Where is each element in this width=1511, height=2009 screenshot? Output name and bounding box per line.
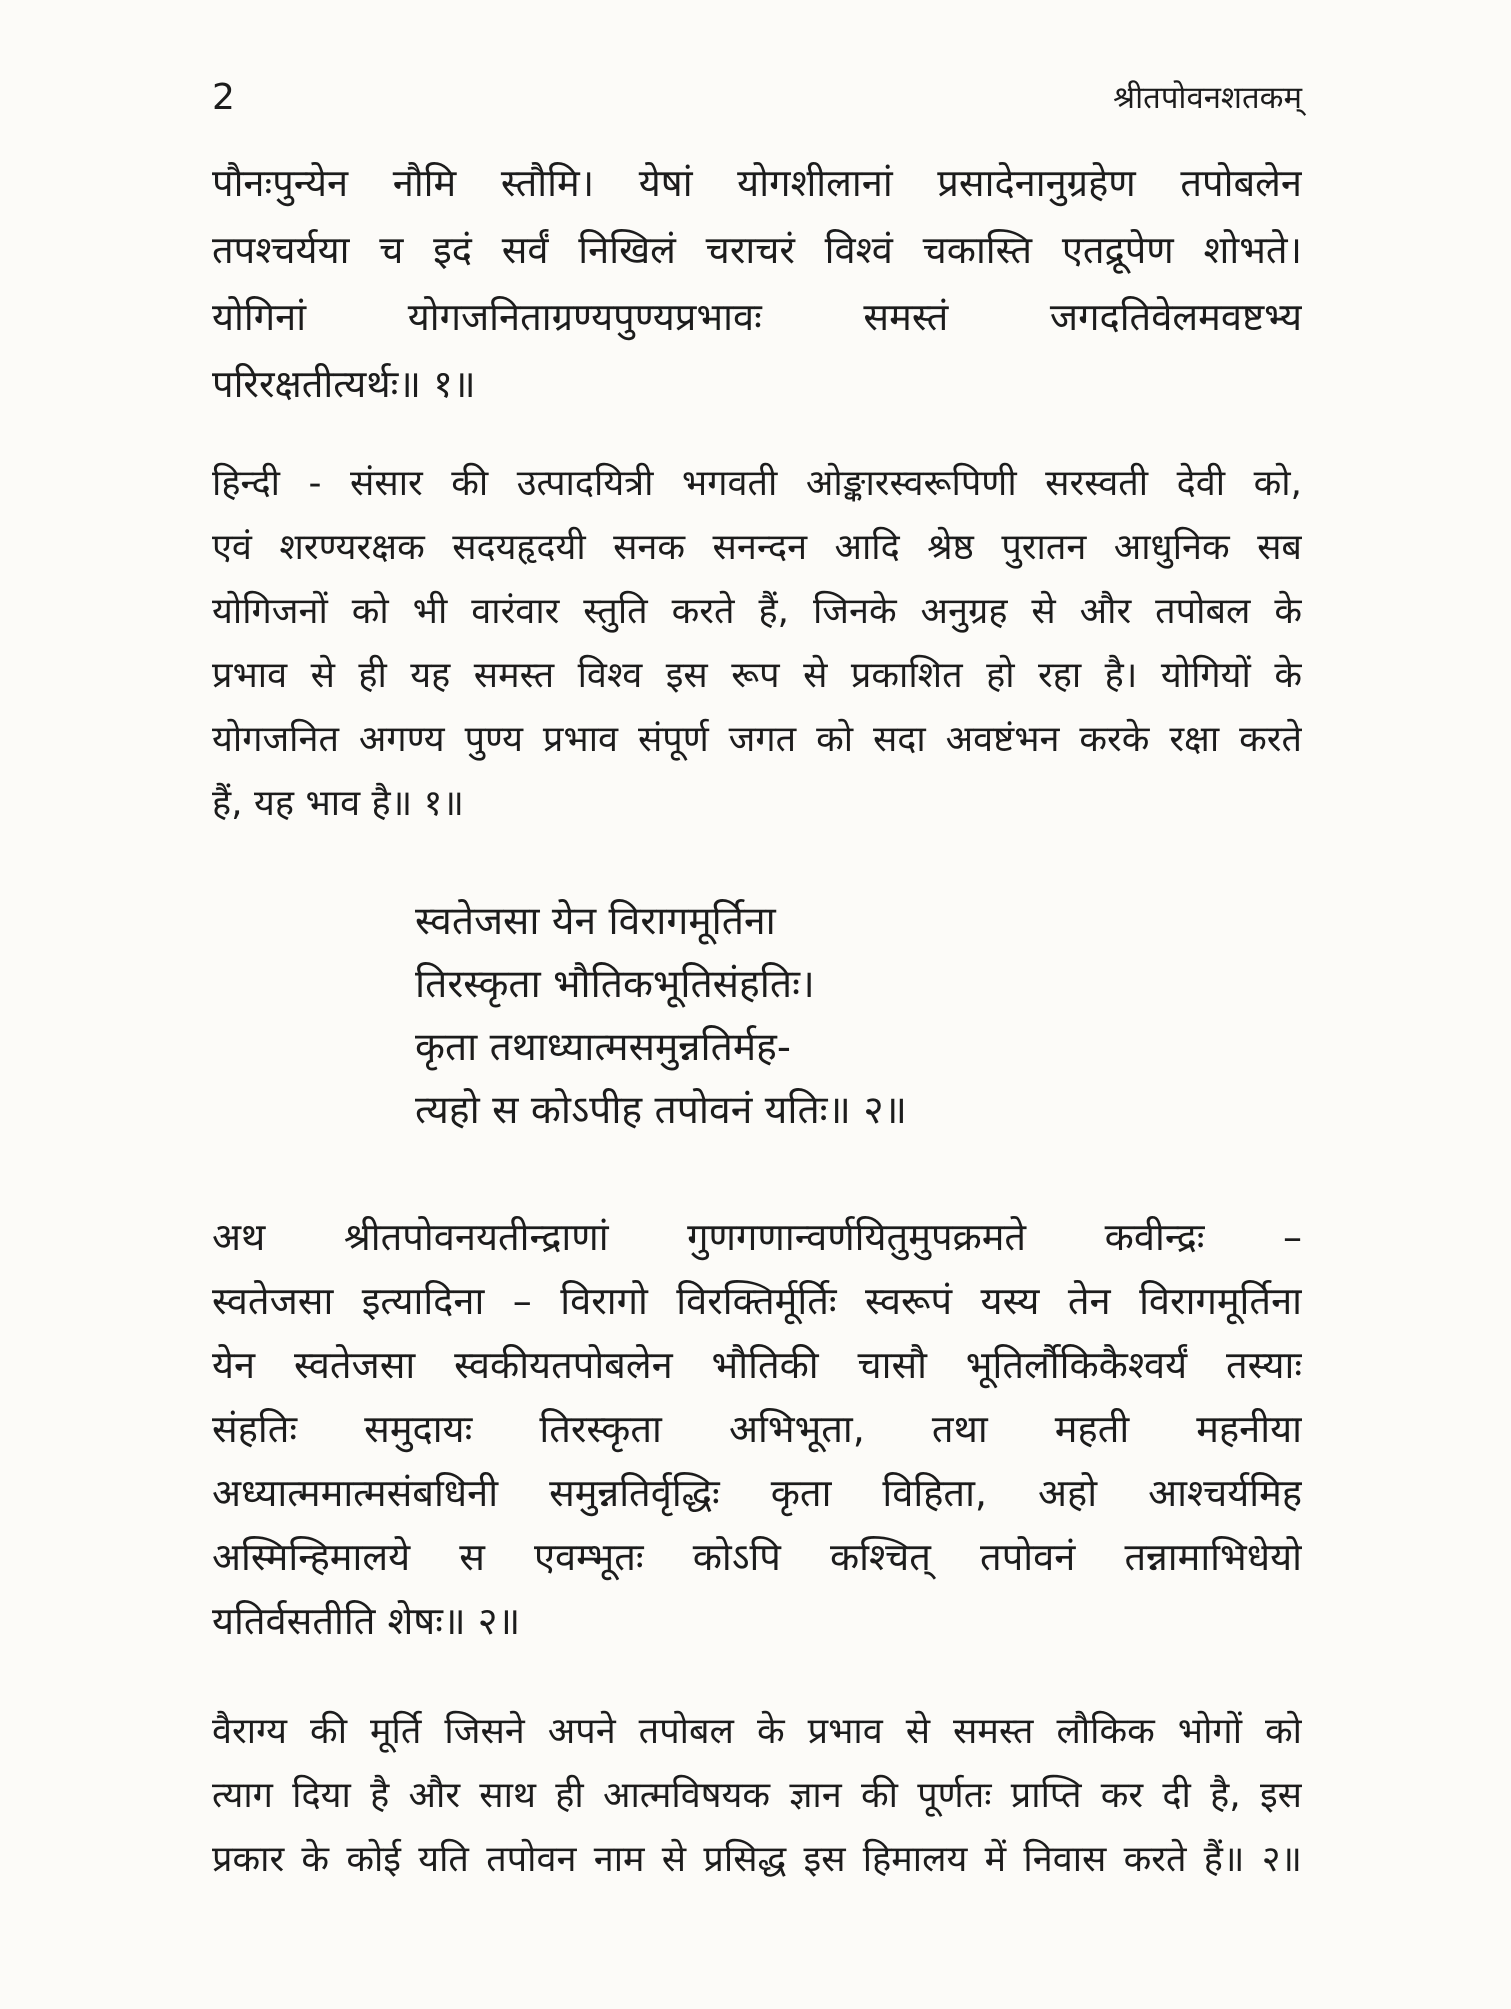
text-line: अस्मिन्हिमालये स एवम्भूतः कोऽपि कश्चित् तपोवनं तन्नामाभिधेयो — [212, 1535, 1302, 1579]
text-line: पौनःपुन्येन नौमि स्तौमि। येषां योगशीलानां प्रसादेनानुग्रहेण तपोबलेन — [212, 161, 1302, 205]
text-line: वैराग्य की मूर्ति जिसने अपने तपोबल के प्रभाव से समस्त लौकिक भोगों को — [212, 1711, 1302, 1752]
page-number: 2 — [212, 77, 235, 118]
text-line: योगिजनों को भी वारंवार स्तुति करते हैं, जिनके अनुग्रह से और तपोबल के — [212, 591, 1302, 632]
hindi-explanation-verse-1 — [212, 452, 1302, 836]
page-header — [212, 68, 1302, 128]
text-line: योगजनित अगण्य पुण्य प्रभाव संपूर्ण जगत को सदा अवष्टंभन करके रक्षा करते — [212, 719, 1302, 760]
running-title: श्रीतपोवनशतकम् — [1113, 80, 1302, 116]
text-line: येन स्वतेजसा स्वकीयतपोबलेन भौतिकी चासौ भूतिर्लौकिकैश्वर्यं तस्याः — [212, 1343, 1302, 1387]
text-line: संहतिः समुदायः तिरस्कृता अभिभूता, तथा महती महनीया — [212, 1407, 1302, 1451]
text-line: अथ श्रीतपोवनयतीन्द्राणां गुणगणान्वर्णयितुमुपक्रमते कवीन्द्रः – — [212, 1215, 1302, 1259]
text-line: अध्यात्ममात्मसंबधिनी समुन्नतिर्वृद्धिः कृता विहिता, अहो आश्चर्यमिह — [212, 1471, 1302, 1515]
verse-line: त्यहो स कोऽपीह तपोवनं यतिः॥ २॥ — [415, 1088, 907, 1133]
text-line: प्रभाव से ही यह समस्त विश्व इस रूप से प्रकाशित हो रहा है। योगियों के — [212, 655, 1302, 696]
verse-line: स्वतेजसा येन विरागमूर्तिना — [415, 899, 776, 944]
text-line: स्वतेजसा इत्यादिना – विरागो विरक्तिर्मूर्तिः स्वरूपं यस्य तेन विरागमूर्तिना — [212, 1279, 1302, 1323]
text-line: त्याग दिया है और साथ ही आत्मविषयक ज्ञान की पूर्णतः प्राप्ति कर दी है, इस — [212, 1775, 1302, 1816]
hindi-explanation-verse-2 — [212, 1700, 1302, 1892]
text-line: परिरक्षतीत्यर्थः॥ १॥ — [212, 362, 476, 406]
text-line: एवं शरण्यरक्षक सदयहृदयी सनक सनन्दन आदि श्रेष्ठ पुरातन आधुनिक सब — [212, 527, 1302, 568]
sanskrit-commentary-verse-2 — [212, 1205, 1302, 1653]
verse-2 — [415, 890, 907, 1142]
verse-line: कृता तथाध्यात्मसमुन्नतिर्मह- — [415, 1025, 791, 1070]
text-line: तपश्चर्यया च इदं सर्वं निखिलं चराचरं विश्वं चकास्ति एतद्रूपेण शोभते। — [212, 228, 1302, 272]
verse-line: तिरस्कृता भौतिकभूतिसंहतिः। — [415, 962, 815, 1007]
text-line: हिन्दी - संसार की उत्पादयित्री भगवती ओङ्कारस्वरूपिणी सरस्वती देवी को, — [212, 463, 1302, 504]
text-line: हैं, यह भाव है॥ १॥ — [212, 783, 464, 824]
text-line: योगिनां योगजनिताग्रण्यपुण्यप्रभावः समस्तं जगदतिवेलमवष्टभ्य — [212, 295, 1302, 339]
text-line: प्रकार के कोई यति तपोवन नाम से प्रसिद्ध इस हिमालय में निवास करते हैं॥ २॥ — [212, 1839, 1302, 1880]
text-line: यतिर्वसतीति शेषः॥ २॥ — [212, 1599, 521, 1643]
sanskrit-commentary-verse-1 — [212, 150, 1302, 418]
